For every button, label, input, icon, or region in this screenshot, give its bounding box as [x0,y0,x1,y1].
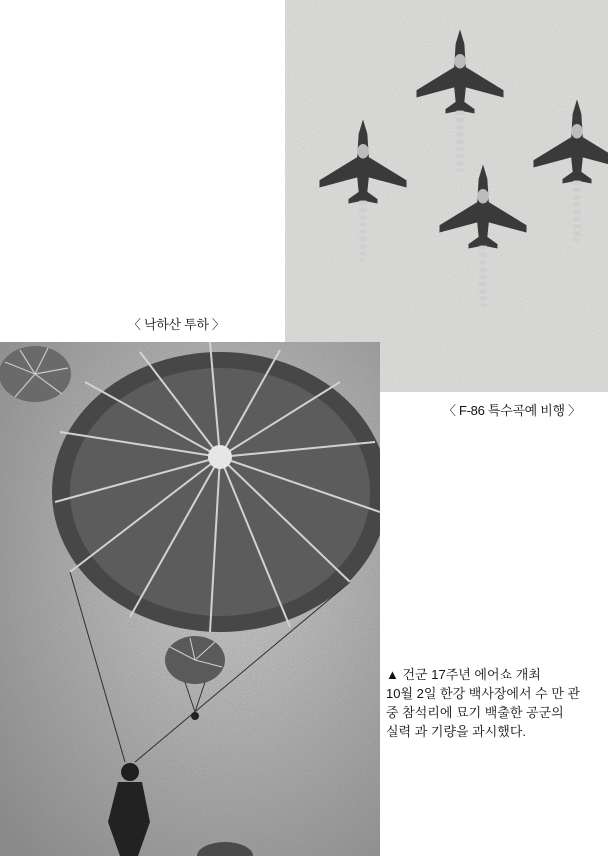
triangle-marker-icon: ▲ [386,667,399,682]
description-line-3: 중 참석리에 묘기 백출한 공군의 [386,705,564,720]
description-line-2: 10월 2일 한강 백사장에서 수 만 관 [386,686,581,701]
parachute-caption: 〈 낙하산 투하 〉 [128,317,225,332]
description-line-1: ▲ 건군 17주년 에어쇼 개최 [386,667,541,682]
jets-photo [285,0,608,392]
jets-caption: 〈 F-86 특수곡예 비행 〉 [443,403,581,418]
description-line-4: 실력 과 기량을 과시했다. [386,724,527,739]
parachute-photo [0,342,380,856]
event-description [386,665,604,741]
